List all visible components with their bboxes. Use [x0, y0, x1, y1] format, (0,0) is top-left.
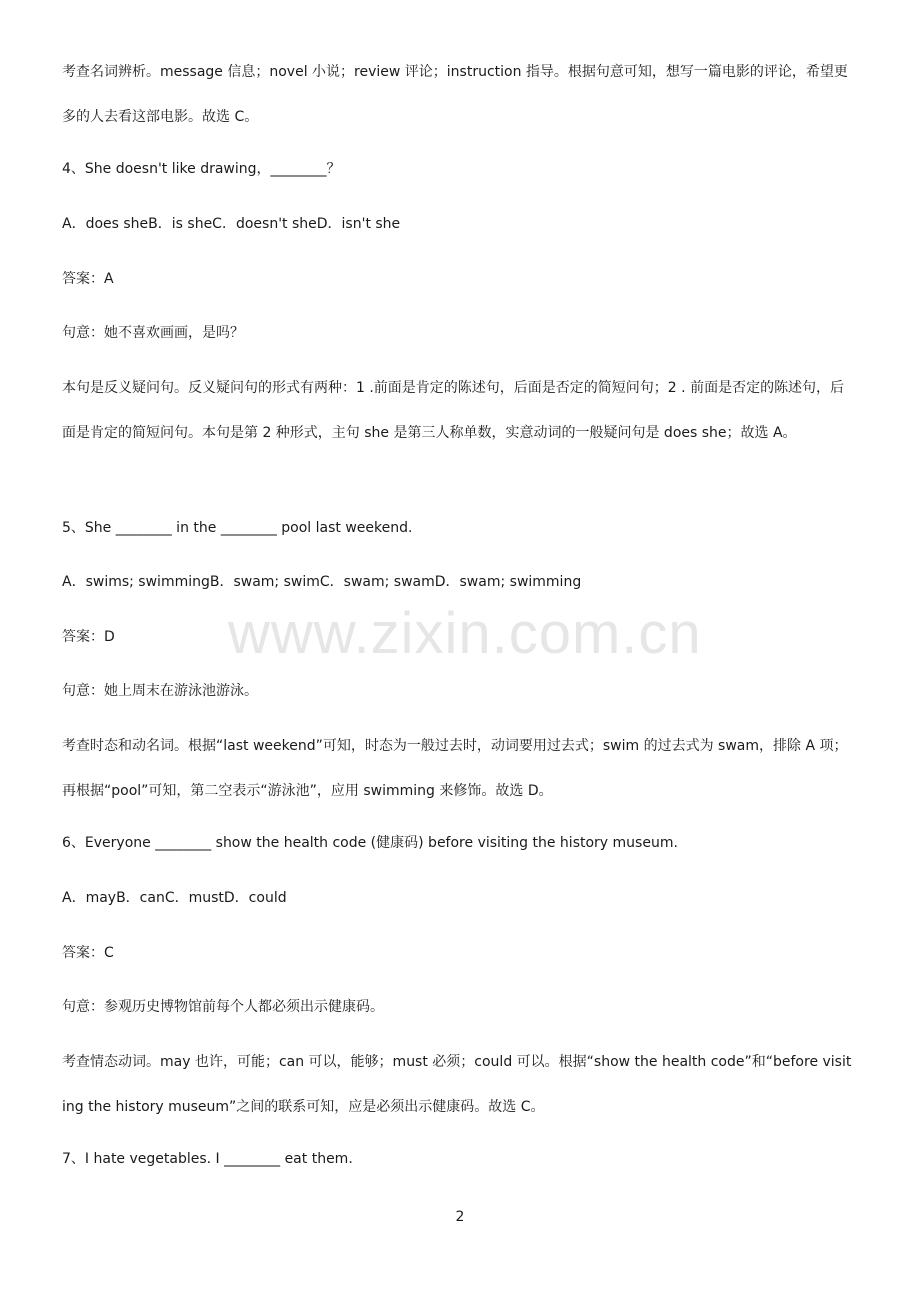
question-6-meaning: 句意：参观历史博物馆前每个人都必须出示健康码。 [62, 999, 384, 1015]
question-4-answer: 答案：A [62, 271, 114, 287]
question-6: 6、Everyone ________ show the health code (健康码) before visiting the history museum. [62, 835, 678, 851]
question-5-answer: 答案：D [62, 629, 115, 645]
page-number: 2 [455, 1209, 465, 1225]
question-4-explanation: 本句是反义疑问句。反义疑问句的形式有两种：1 .前面是肯定的陈述句，后面是否定的简短问句；2 . 前面是否定的陈述句，后面是肯定的简短问句。本句是第 2 种形式，主句 she 是第三人称单数，实意动词的一般疑问句是 does she；故选 A。 [62, 380, 845, 441]
question-4-meaning: 句意：她不喜欢画画，是吗？ [62, 325, 244, 341]
question-5-meaning: 句意：她上周末在游泳池游泳。 [62, 683, 258, 699]
question-5: 5、She ________ in the ________ pool last weekend. [62, 520, 413, 536]
question-6-answer: 答案：C [62, 945, 114, 961]
question-4-options: A．does sheB．is sheC．doesn't sheD．isn't she [62, 216, 401, 232]
question-4: 4、She doesn't like drawing，________？ [62, 161, 341, 177]
question-6-explanation: 考查情态动词。may 也许，可能；can 可以，能够；must 必须；could 可以。根据“show the health code”和“before visiting the history museum”之间的联系可知，应是必须出示健康码。故选 C。 [62, 1054, 852, 1115]
question-5-explanation: 考查时态和动名词。根据“last weekend”可知，时态为一般过去时，动词要用过去式；swim 的过去式为 swam，排除 A 项；再根据“pool”可知，第二空表示“游泳池”，应用 swimming 来修饰。故选 D。 [62, 738, 848, 799]
explanation-paragraph: 考查名词辨析。message 信息；novel 小说；review 评论；instruction 指导。根据句意可知，想写一篇电影的评论，希望更多的人去看这部电影。故选 C。 [62, 64, 848, 125]
question-6-options: A．mayB．canC．mustD．could [62, 890, 287, 906]
watermark: www.zixin.com.cn [228, 601, 702, 666]
question-5-options: A．swims; swimmingB．swam; swimC．swam; swamD．swam; swimming [62, 574, 582, 590]
question-7: 7、I hate vegetables. I ________ eat them. [62, 1151, 353, 1167]
